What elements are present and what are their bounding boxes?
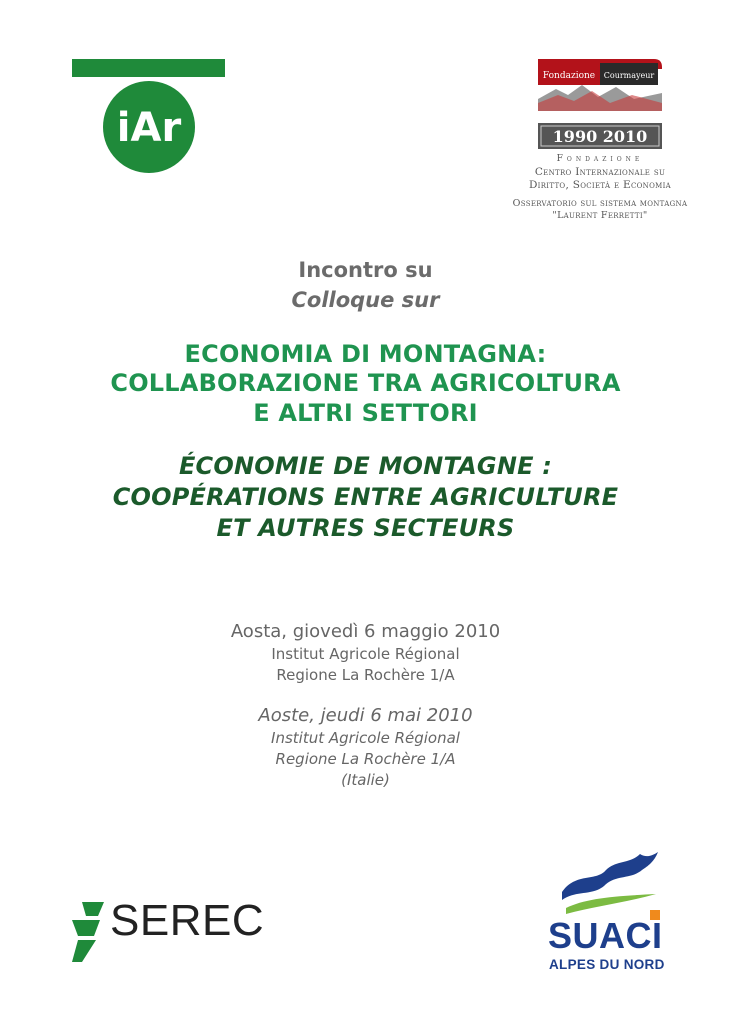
fondazione-years: 1990 2010 bbox=[552, 127, 648, 146]
title-it-line2: COLLABORAZIONE TRA AGRICOLTURA bbox=[110, 369, 621, 397]
fondazione-badge-left: Fondazione bbox=[542, 71, 596, 81]
title-it-line3: E ALTRI SETTORI bbox=[253, 399, 478, 427]
serec-logo-text: SEREC bbox=[110, 896, 265, 945]
info-fr-country: (Italie) bbox=[341, 771, 390, 789]
info-fr-city-date: Aoste, jeudi 6 mai 2010 bbox=[258, 705, 473, 726]
fondazione-badge-right: Courmayeur bbox=[603, 71, 655, 80]
serec-logo-icon bbox=[72, 902, 104, 962]
fondazione-line3: Osservatorio sul sistema montagna bbox=[512, 198, 688, 209]
info-it-city-date: Aosta, giovedì 6 maggio 2010 bbox=[230, 621, 501, 642]
title-fr-line2: COOPÉRATIONS ENTRE AGRICULTURE bbox=[112, 483, 619, 511]
suaci-logo-mark bbox=[556, 852, 664, 924]
info-fr-address: Regione La Rochère 1/A bbox=[275, 750, 456, 768]
suaci-logo-subtitle: ALPES DU NORD bbox=[549, 957, 665, 972]
fondazione-line4: "Laurent Ferretti" bbox=[552, 210, 648, 221]
title-it-line1: ECONOMIA DI MONTAGNA: bbox=[184, 340, 547, 368]
fondazione-line2: Diritto, Società e Economia bbox=[528, 179, 672, 191]
fondazione-courmayeur-logo bbox=[538, 59, 662, 111]
heading-incontro: Incontro su bbox=[298, 258, 433, 282]
fondazione-years-badge bbox=[538, 123, 662, 149]
info-it-institute: Institut Agricole Régional bbox=[271, 645, 460, 663]
fondazione-line1: Centro Internazionale su bbox=[534, 166, 666, 178]
fondazione-line0: Fondazione bbox=[556, 154, 644, 164]
iar-logo bbox=[103, 81, 195, 173]
iar-logo-bar bbox=[72, 59, 225, 77]
info-it-address: Regione La Rochère 1/A bbox=[276, 666, 455, 684]
heading-colloque: Colloque sur bbox=[291, 288, 440, 312]
title-fr-line3: ET AUTRES SECTEURS bbox=[216, 514, 515, 542]
iar-logo-text: iAr bbox=[116, 105, 182, 151]
suaci-logo-text: SUACI bbox=[548, 915, 663, 956]
info-fr-institute: Institut Agricole Régional bbox=[271, 729, 460, 747]
title-fr-line1: ÉCONOMIE DE MONTAGNE : bbox=[178, 452, 553, 480]
